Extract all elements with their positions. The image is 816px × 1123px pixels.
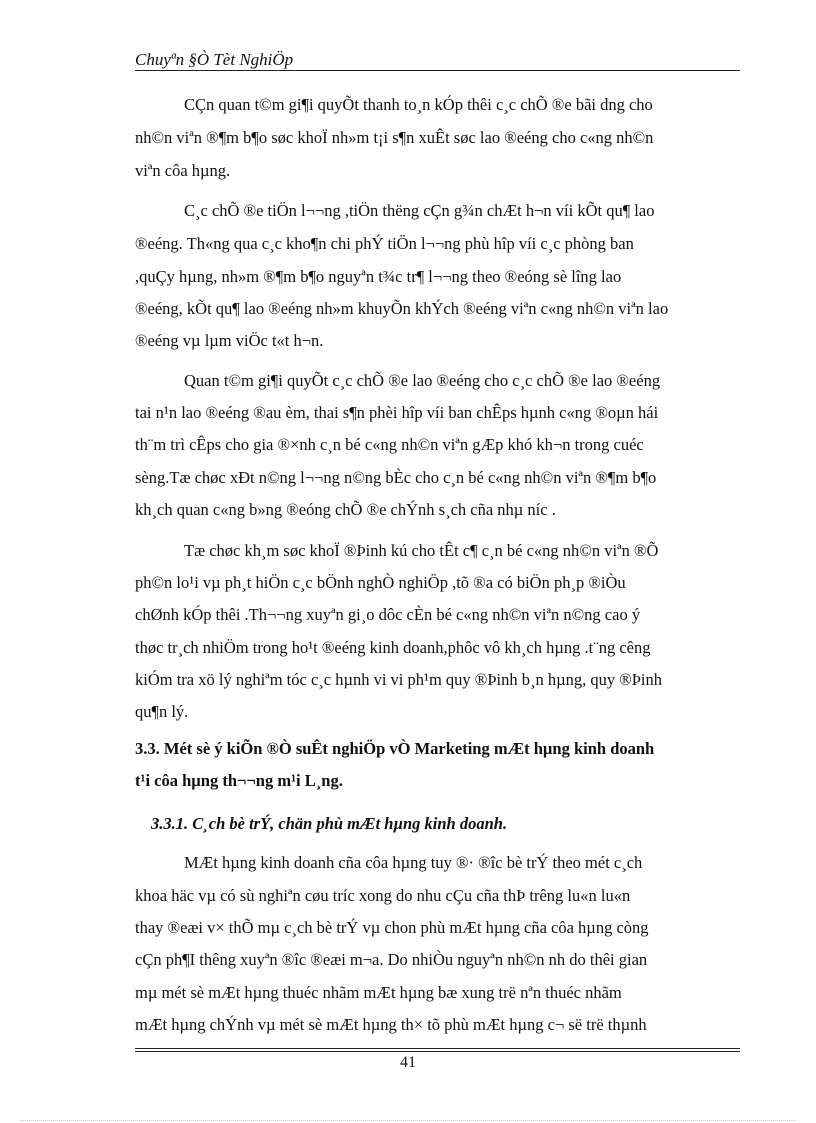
paragraph-line: MÆt hµng kinh doanh cña côa hµng tuy ®· ®îc bè trÝ theo mét c¸ch — [184, 853, 643, 872]
paragraph-line: ®eéng. Th«ng qua c¸c kho¶n chi phÝ tiÖn l¬¬ng phù hîp víi c¸c phòng ban — [135, 234, 634, 253]
paragraph-line: ph©n lo¹i vµ ph¸t hiÖn c¸c bÖnh nghÒ nghiÖp ,tõ ®a có biÖn ph¸p ®iÒu — [135, 573, 626, 592]
paragraph-line: ®eéng vµ lµm viÖc t«t h¬n. — [135, 331, 324, 350]
paragraph-line: tai n¹n lao ®eéng ®au èm, thai s¶n phèi hîp víi ban chÊps hµnh c«ng ®oµn hái — [135, 403, 659, 422]
paragraph-line: th¨m trì cÊps cho gia ®×nh c¸n bé c«ng nh©n viªn gÆp khó kh¬n trong cuéc — [135, 435, 644, 454]
paragraph-line: thay ®eæi v× thÕ mµ c¸ch bè trÝ vµ chon phù mÆt hµng cña côa hµng còng — [135, 918, 649, 937]
paragraph-line: mÆt hµng chÝnh vµ mét sè mÆt hµng th× tõ phù mÆt hµng c¬ së trë thµnh — [135, 1015, 647, 1034]
paragraph-line: Quan t©m gi¶i quyÕt c¸c chÕ ®e lao ®eéng cho c¸c chÕ ®e lao ®eéng — [184, 371, 661, 390]
paragraph-line: cÇn ph¶I thêng xuyªn ®îc ®eæi m¬a. Do nhiÒu nguyªn nh©n nh do thêi gian — [135, 950, 648, 969]
paragraph-line: viªn côa hµng. — [135, 161, 231, 180]
running-header — [135, 46, 740, 72]
paragraph-line: mµ mét sè mÆt hµng thuéc nhãm mÆt hµng bæ xung trë nªn thuéc nhãm — [135, 983, 622, 1002]
paragraph-line: khoa häc vµ có sù nghiªn cøu tríc xong do nhu cÇu cña thÞ trêng lu«n lu«n — [135, 886, 631, 905]
paragraph-line: thøc tr¸ch nhiÖm trong ho¹t ®eéng kinh doanh,phôc vô kh¸ch hµng .t¨ng cêng — [135, 638, 651, 657]
page-edge-divider — [20, 1120, 796, 1121]
paragraph-line: CÇn quan t©m gi¶i quyÕt thanh to¸n kÓp thêi c¸c chÕ ®e bãi dng cho — [184, 95, 653, 114]
header-rule — [135, 70, 740, 71]
page-number: 41 — [400, 1054, 416, 1071]
section-heading: t¹i côa hµng th¬¬ng m¹i L¸ng. — [135, 771, 343, 790]
footer-rule — [135, 1048, 740, 1049]
paragraph-line: ®eéng, kÕt qu¶ lao ®eéng nh»m khuyÕn khÝch ®eéng viªn c«ng nh©n viªn lao — [135, 299, 669, 318]
paragraph-line: sèng.Tæ chøc xÐt n©ng l¬¬ng n©ng bÈc cho c¸n bé c«ng nh©n viªn ®¶m b¶o — [135, 468, 657, 487]
paragraph-line: C¸c chÕ ®e tiÖn l¬¬ng ,tiÖn thëng cÇn g¾n chÆt h¬n víi kÕt qu¶ lao — [184, 201, 655, 220]
paragraph-line: kh¸ch quan c«ng b»ng ®eóng chÕ ®e chÝnh s¸ch cña nhµ níc . — [135, 500, 556, 519]
section-heading: 3.3. Mét sè ý kiÕn ®Ò suÊt nghiÖp vÒ Marketing mÆt hµng kinh doanh — [135, 739, 655, 758]
header-title: Chuyªn §Ò Tèt NghiÖp — [135, 50, 294, 69]
paragraph-line: Tæ chøc kh¸m søc khoÏ ®Þinh kú cho tÊt c¶ c¸n bé c«ng nh©n viªn ®Õ — [184, 541, 659, 560]
paragraph-line: nh©n viªn ®¶m b¶o søc khoÏ nh»m t¡i s¶n xuÊt søc lao ®eéng cho c«ng nh©n — [135, 128, 654, 147]
paragraph-line: chØnh kÓp thêi .Th¬¬ng xuyªn gi¸o dôc cÈn bé c«ng nh©n viªn n©ng cao ý — [135, 605, 641, 624]
paragraph-line: kiÓm tra xö lý nghiªm tóc c¸c hµnh vi vi ph¹m quy ®Þinh b¸n hµng, quy ®Þinh — [135, 670, 663, 689]
paragraph-line: qu¶n lý. — [135, 702, 189, 721]
subsection-heading: 3.3.1. C¸ch bè trÝ, chän phù mÆt hµng kinh doanh. — [151, 814, 508, 833]
paragraph-line: ,quÇy hµng, nh»m ®¶m b¶o nguyªn t¾c tr¶ l¬¬ng theo ®eóng sè lîng lao — [135, 267, 622, 286]
footer-rule — [135, 1051, 740, 1052]
